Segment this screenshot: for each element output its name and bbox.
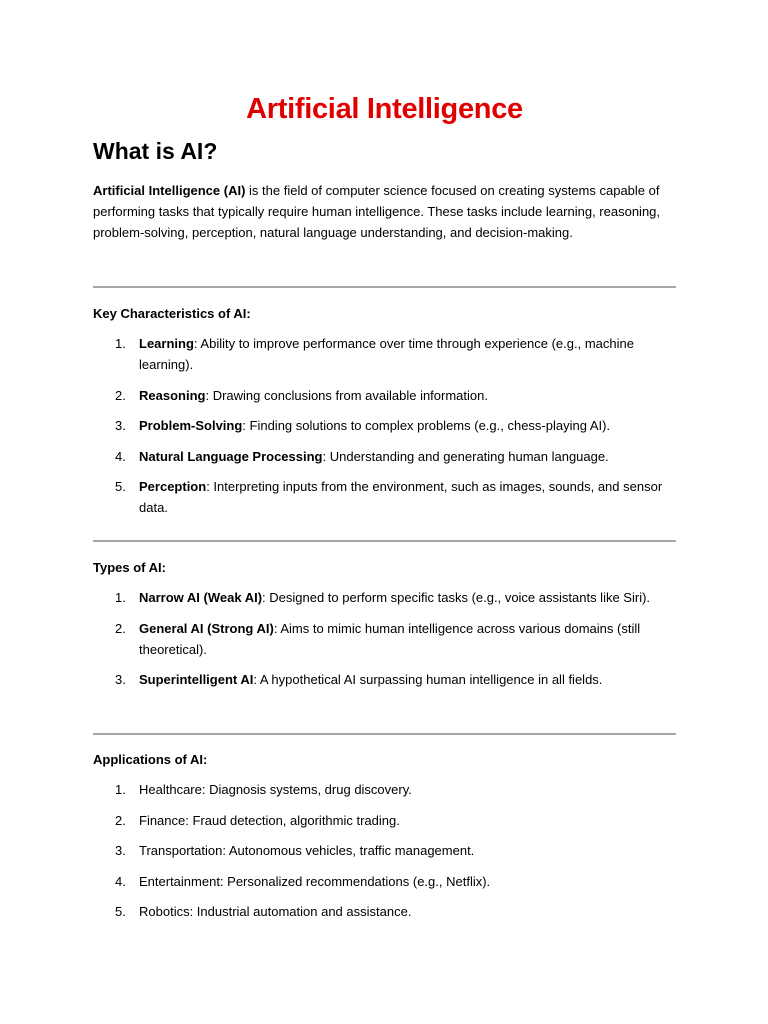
applications-list: [93, 779, 676, 922]
types-heading: Types of AI:: [93, 560, 166, 575]
list-item-term: Reasoning: [139, 387, 206, 403]
types-list: [93, 587, 676, 690]
list-item: [93, 901, 676, 922]
applications-section: [93, 749, 676, 932]
list-item-number: 2.: [115, 387, 126, 403]
list-item-text: : Ability to improve performance over time through experience (e.g., machine learning).: [139, 336, 634, 372]
list-item-number: 3.: [115, 672, 126, 687]
list-item-number: 4.: [115, 873, 126, 889]
list-item-number: 2.: [115, 812, 126, 828]
characteristics-section: [93, 303, 676, 528]
intro-term: Artificial Intelligence (AI): [93, 183, 246, 198]
list-item-number: 2.: [115, 620, 126, 636]
list-item-number: 1.: [115, 336, 126, 351]
list-item: [93, 446, 676, 467]
list-item-text: : A hypothetical AI surpassing human intelligence in all fields.: [253, 672, 603, 687]
list-item-text: : Designed to perform specific tasks (e.g., voice assistants like Siri).: [262, 590, 651, 605]
types-section: [93, 557, 676, 700]
list-item: [93, 618, 676, 660]
list-item-number: 3.: [115, 418, 126, 433]
horizontal-rule: [93, 286, 676, 288]
list-item: [93, 669, 676, 690]
list-item-text: : Interpreting inputs from the environment, such as images, sounds, and sensor data.: [139, 479, 663, 515]
list-item-number: 4.: [115, 448, 126, 464]
applications-heading: Applications of AI:: [93, 752, 208, 767]
horizontal-rule: [93, 733, 676, 735]
intro-paragraph: [93, 180, 676, 243]
list-item: [93, 415, 676, 436]
list-item: [93, 810, 676, 831]
list-item-term: Natural Language Processing: [139, 448, 323, 464]
list-item-text: : Aims to mimic human intelligence across various domains (still theoretical).: [139, 620, 641, 657]
document-title: Artificial Intelligence: [246, 93, 523, 125]
list-item-number: 3.: [115, 843, 126, 858]
list-item: [93, 385, 676, 406]
characteristics-list: [93, 333, 676, 518]
list-item-text: Finance: Fraud detection, algorithmic trading.: [139, 812, 400, 828]
list-item-text: Entertainment: Personalized recommendations (e.g., Netflix).: [139, 873, 491, 889]
list-item-number: 5.: [115, 904, 126, 919]
list-item-term: Problem-Solving: [139, 418, 243, 433]
list-item-term: Learning: [139, 336, 194, 351]
list-item-text: : Drawing conclusions from available information.: [205, 387, 488, 403]
list-item: [93, 476, 676, 518]
list-item-text: Transportation: Autonomous vehicles, traffic management.: [139, 843, 475, 858]
horizontal-rule: [93, 540, 676, 542]
section-heading-what-is-ai: What is AI?: [93, 138, 218, 164]
list-item-number: 5.: [115, 479, 126, 494]
list-item: [93, 779, 676, 800]
list-item: [93, 587, 676, 608]
intro-text: is the field of computer science focused on creating systems capable of performing tasks that typically require human intelligence. These tasks include learning, reasoning, problem-solving, perception, natural language understanding, and decision-making.: [93, 183, 661, 240]
characteristics-heading: Key Characteristics of AI:: [93, 306, 251, 321]
list-item-text: Robotics: Industrial automation and assistance.: [139, 904, 412, 919]
list-item: [93, 840, 676, 861]
list-item-term: Superintelligent AI: [139, 672, 254, 687]
list-item-text: : Finding solutions to complex problems (e.g., chess-playing AI).: [242, 418, 611, 433]
list-item-text: : Understanding and generating human language.: [322, 448, 609, 464]
list-item-term: Narrow AI (Weak AI): [139, 590, 263, 605]
list-item: [93, 871, 676, 892]
list-item-number: 1.: [115, 590, 126, 605]
list-item-text: Healthcare: Diagnosis systems, drug discovery.: [139, 782, 412, 797]
list-item: [93, 333, 676, 375]
list-item-term: General AI (Strong AI): [139, 620, 274, 636]
list-item-term: Perception: [139, 479, 207, 494]
list-item-number: 1.: [115, 782, 126, 797]
